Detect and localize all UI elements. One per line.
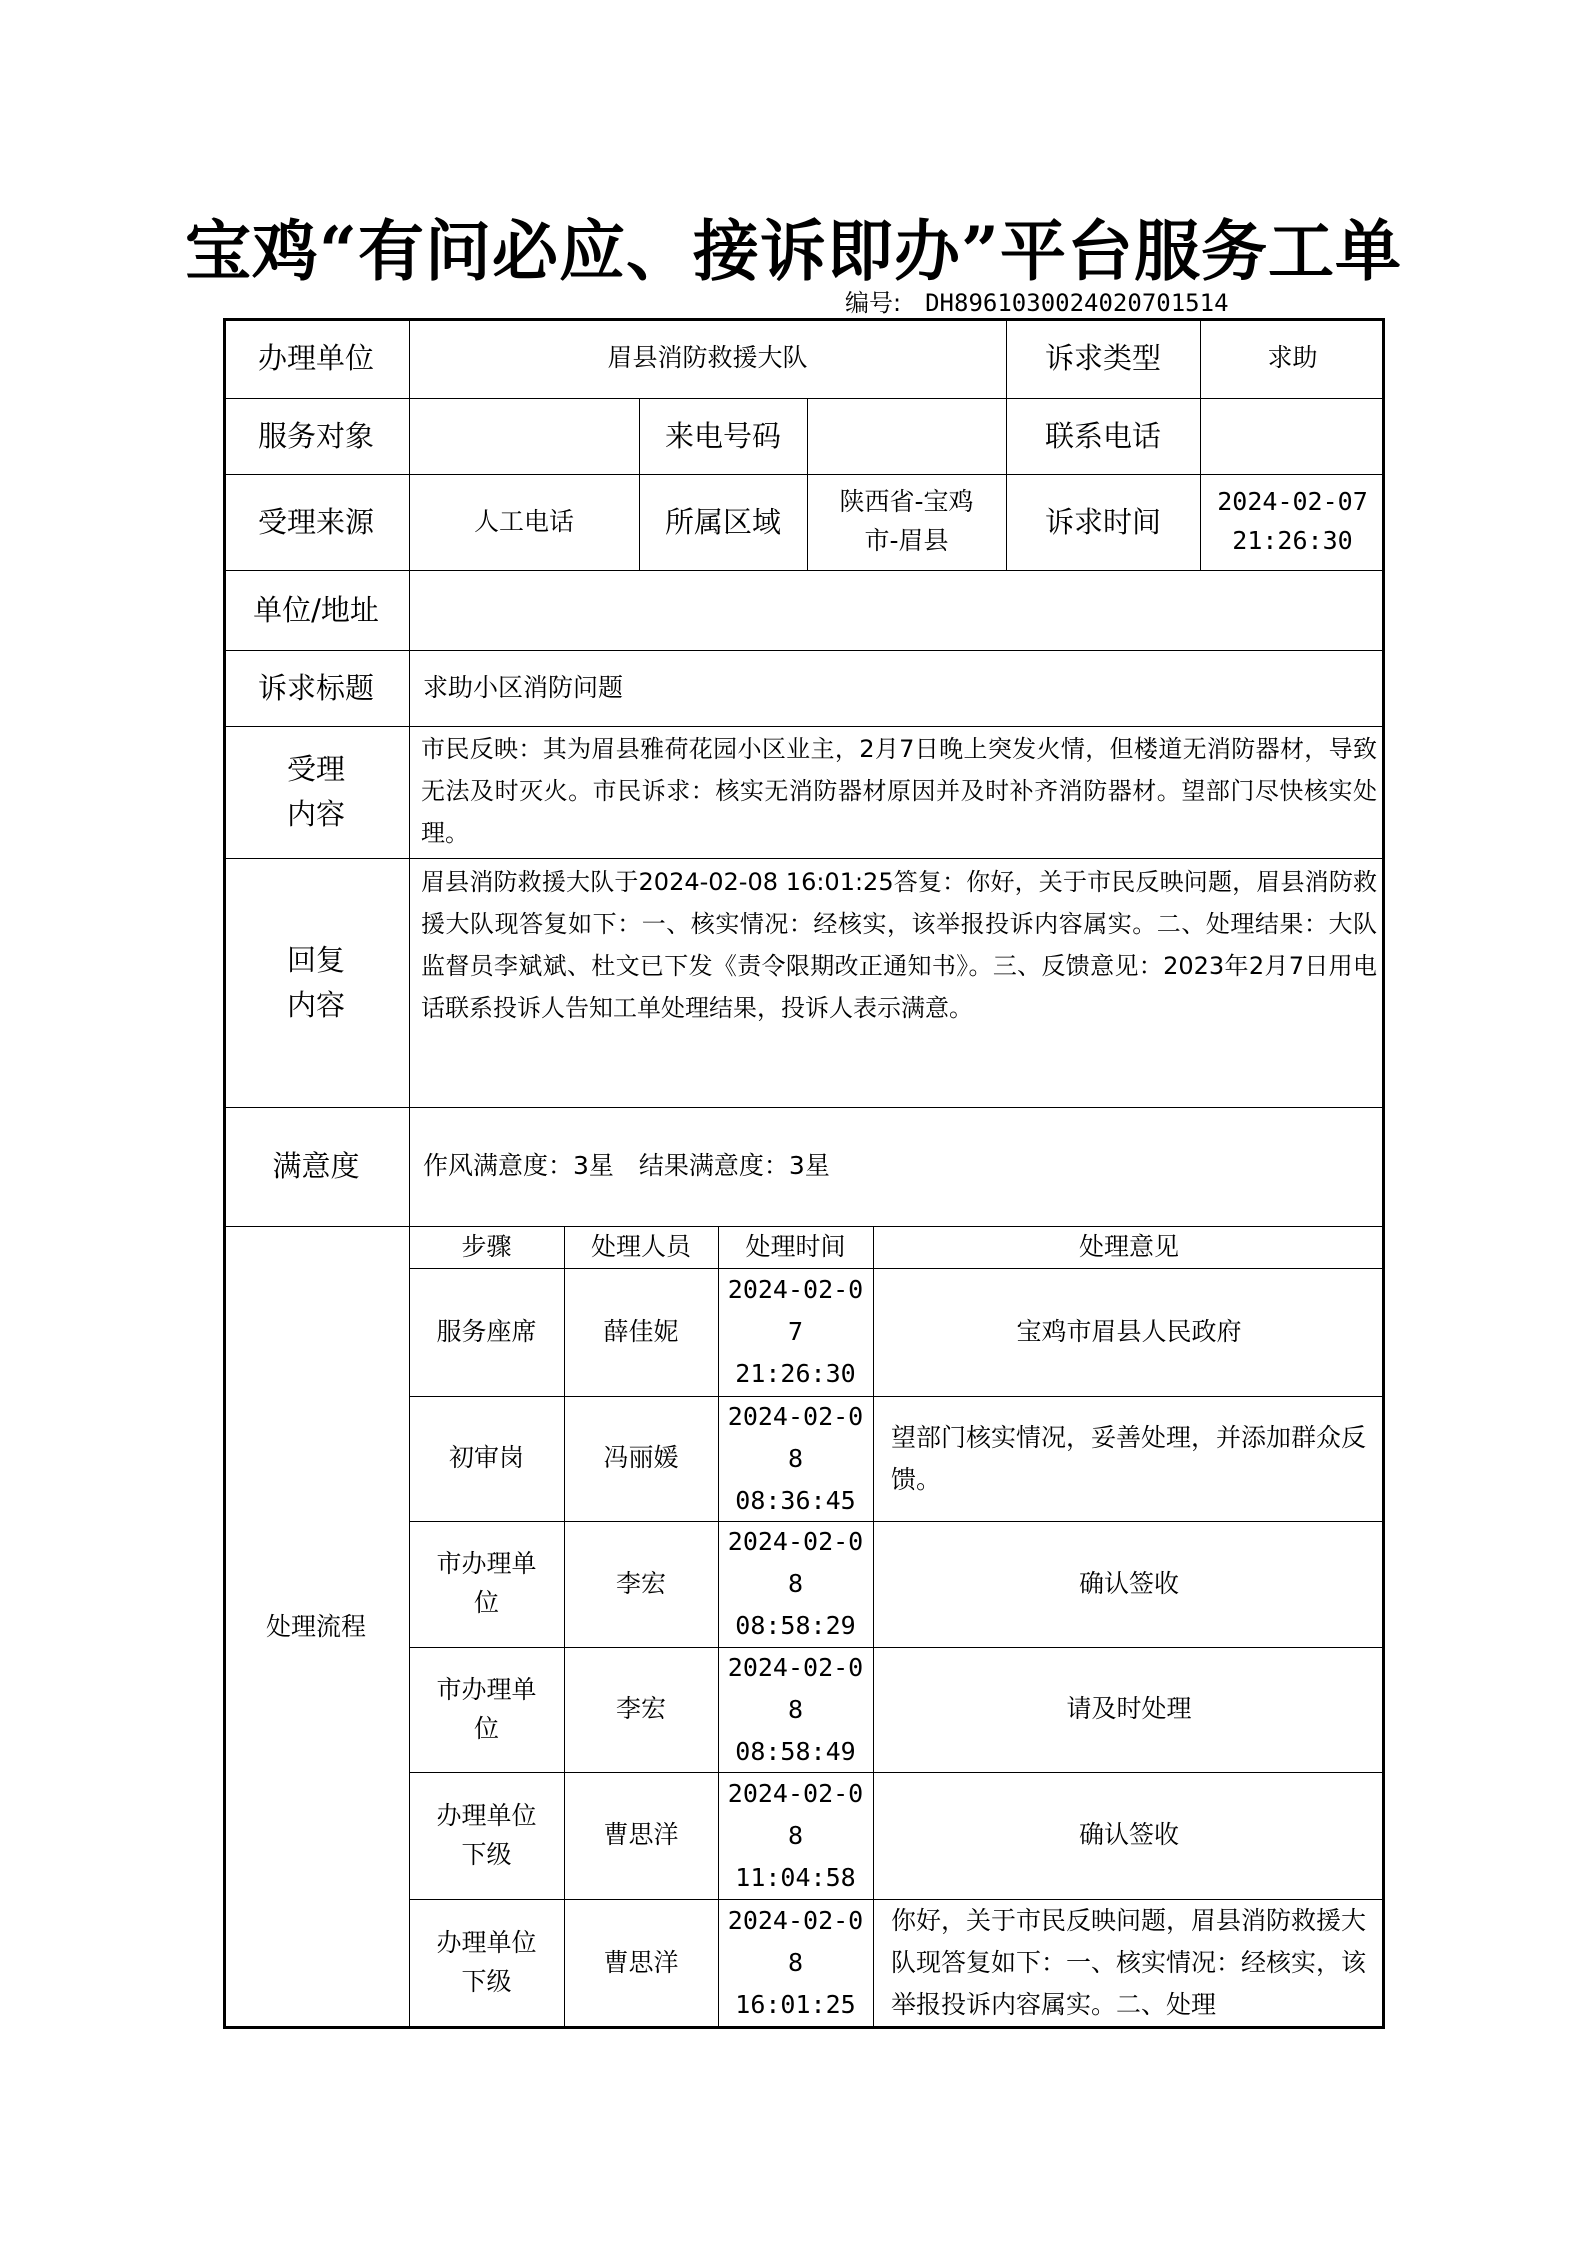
process-row-step: 服务座席	[436, 1316, 537, 1346]
process-label: 处理流程	[265, 1612, 366, 1642]
subject-label: 诉求标题	[257, 670, 374, 705]
process-row-person: 李宏	[615, 1694, 666, 1724]
time-value	[1200, 474, 1385, 570]
process-row-person: 薛佳妮	[603, 1316, 679, 1346]
process-row-step: 初审岗	[448, 1443, 524, 1473]
process-row-time: 2024-02-0 7 21:26:30	[727, 1275, 864, 1388]
caller-value	[807, 398, 1006, 474]
target-label: 服务对象	[257, 418, 374, 453]
process-row-person: 李宏	[615, 1568, 666, 1598]
process-row-time: 2024-02-0 8 11:04:58	[727, 1778, 864, 1892]
source-value: 人工电话	[473, 506, 574, 536]
time-clock: 21:26:30	[1232, 526, 1353, 555]
subject-value: 求助小区消防问题	[423, 672, 624, 702]
target-value	[409, 398, 639, 474]
region-value	[807, 474, 1006, 570]
time-label: 诉求时间	[1044, 504, 1161, 539]
region-line-2: 市-眉县	[864, 526, 949, 555]
caller-label: 来电号码	[664, 418, 781, 453]
reply-label-2: 内容	[286, 987, 345, 1022]
serial-number	[845, 283, 1229, 318]
type-value: 求助	[1267, 342, 1318, 372]
time-date: 2024-02-07	[1217, 487, 1368, 517]
region-line-1: 陕西省-宝鸡	[839, 487, 974, 517]
contact-value	[1200, 398, 1385, 474]
process-row-step: 市办理单 位	[436, 1674, 537, 1743]
source-label: 受理来源	[257, 504, 374, 539]
contact-label: 联系电话	[1044, 418, 1161, 453]
reply-label	[223, 858, 409, 1107]
process-row-time: 2024-02-0 8 08:36:45	[727, 1401, 864, 1515]
accept-label-2: 内容	[286, 797, 345, 831]
address-value	[409, 570, 1385, 650]
page-title: 宝鸡“有问必应、接诉即办”平台服务工单	[185, 212, 1402, 290]
accept-label	[223, 726, 409, 858]
satisfaction-value: 作风满意度：3星 结果满意度：3星	[423, 1151, 830, 1181]
serial-value: DH8961030024020701514	[925, 289, 1229, 317]
process-row-step: 市办理单 位	[436, 1549, 537, 1617]
accept-content: 市民反映：其为眉县雅荷花园小区业主，2月7日晚上突发火情，但楼道无消防器材，导致无法及时灭火。市民诉求：核实无消防器材原因并及时补齐消防器材。望部门尽快核实处理。	[421, 735, 1377, 847]
reply-content: 眉县消防救援大队于2024-02-08 16:01:25答复：你好，关于市民反映问题，眉县消防救援大队现答复如下：一、核实情况：经核实，该举报投诉内容属实。二、处理结果：大队监督员李斌斌、杜文已下发《责令限期改正通知书》。三、反馈意见：2023年2月7日用电话联系投诉人告知工单处理结果，投诉人表示满意。	[421, 868, 1377, 1022]
process-row-time: 2024-02-0 8 08:58:49	[727, 1652, 864, 1766]
process-header-opinion: 处理意见	[1078, 1231, 1179, 1261]
process-row-opinion: 望部门核实情况，妥善处理，并添加群众反馈。	[891, 1422, 1367, 1494]
satisfaction-label: 满意度	[272, 1149, 360, 1184]
process-row-person: 曹思洋	[603, 1947, 679, 1977]
unit-value: 眉县消防救援大队	[607, 342, 808, 372]
process-row-opinion: 请及时处理	[1066, 1694, 1192, 1724]
reply-label-1: 回复	[286, 942, 345, 977]
process-row-step: 办理单位 下级	[436, 1800, 537, 1869]
process-header-person: 处理人员	[590, 1231, 691, 1261]
accept-label-1: 受理	[286, 752, 345, 787]
process-row-person: 曹思洋	[603, 1820, 679, 1850]
process-header-time: 处理时间	[745, 1231, 846, 1261]
type-label: 诉求类型	[1044, 340, 1161, 375]
process-row-opinion: 你好，关于市民反映问题，眉县消防救援大队现答复如下：一、核实情况：经核实，该举报投诉内容属实。二、处理	[891, 1906, 1367, 2019]
process-row-step: 办理单位 下级	[436, 1928, 537, 1996]
process-row-opinion: 宝鸡市眉县人民政府	[1016, 1316, 1242, 1346]
process-row-time: 2024-02-0 8 16:01:25	[727, 1906, 864, 2019]
serial-label: 编号:	[845, 289, 902, 317]
region-label: 所属区域	[664, 504, 781, 539]
process-row-person: 冯丽媛	[603, 1443, 679, 1473]
process-row-opinion: 确认签收	[1078, 1568, 1179, 1598]
address-label: 单位/地址	[253, 592, 379, 627]
process-row-time: 2024-02-0 8 08:58:29	[727, 1527, 864, 1640]
process-row-opinion: 确认签收	[1078, 1820, 1179, 1850]
unit-label: 办理单位	[257, 340, 374, 375]
process-header-step: 步骤	[461, 1231, 512, 1261]
